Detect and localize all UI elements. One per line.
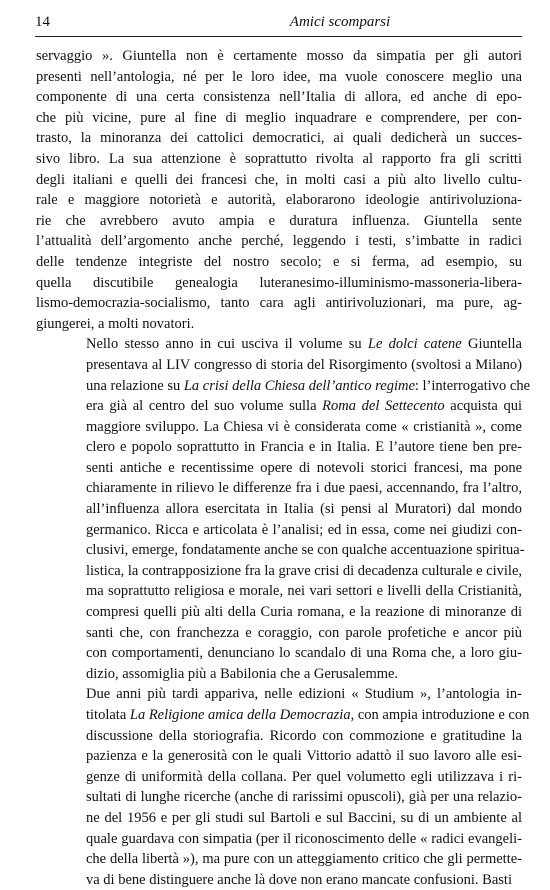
text-line: giungerei, a molti novatori. (36, 315, 195, 332)
text-line: lismo-democrazia-socialismo, tanto cara agli antirivoluzionari, ma pure, ag- (36, 295, 522, 312)
text-line: rie che avrebbero avuto ampia e duratura influenza. Giuntella sente (36, 212, 522, 229)
page-number: 14 (35, 14, 50, 30)
text-line: germanico. Ricca e articolata è l’analisi; ed in essa, come nei giudizi con- (86, 521, 522, 538)
text-line: santi che, con franchezza e coraggio, con parole profetiche e ancor più (86, 624, 522, 641)
text-line: che della libertà »), ma pure con un atteggiamento critico che gli permette- (86, 851, 522, 868)
text-line: che più vicine, pure al fine di meglio inquadrare e comprendere, per con- (36, 109, 522, 126)
text-line: senti antiche e recentissime opere di notevoli storici francesi, ma pone (86, 459, 522, 476)
text-line: sivo libro. La sua attenzione è soprattutto rivolta al rapporto fra gli scritti (36, 150, 522, 167)
body-text (36, 46, 531, 890)
text-line: Due anni più tardi appariva, nelle edizioni « Studium », l’antologia in- (86, 686, 522, 703)
text-line: rale e maggiore notorietà e autorità, elaborarono ideologie antirivoluziona- (36, 192, 522, 209)
text-line: quale guardava con simpatia (per il riconoscimento delle « radici evangeli- (86, 830, 522, 847)
text-line: listica, la contrapposizione fra la grave crisi di decadenza culturale e civile, (86, 562, 522, 579)
text-line: Nello stesso anno in cui usciva il volume su Le dolci catene Giuntella (86, 336, 522, 353)
text-line: va di bene distinguere anche là dove non erano mancate confusioni. Basti (86, 871, 512, 888)
text-line: l’attualità dell’argomento anche perché, leggendo i testi, s’imbatte in radici (36, 233, 522, 250)
paragraph (36, 46, 522, 334)
text-line: ne del 1956 e per gli studi sul Bartoli e sul Baccini, su di un ambiente al (86, 809, 522, 826)
text-line: maggiore sviluppo. La Chiesa vi è considerata come « cristianità », come (86, 418, 522, 435)
text-line: delle tendenze integriste del nostro secolo; e si ferma, ad esempio, su (36, 253, 522, 270)
text-line: componente di una certa consistenza nell’Italia di allora, ed anche di epo- (36, 89, 522, 106)
text-line: presenti nell’antologia, né per le loro idee, ma vuole conoscere meglio una (36, 68, 522, 85)
paragraph (36, 334, 531, 684)
text-line: all’influenza allora esercitata in Italia (si pensi al Muratori) dal mondo (86, 501, 522, 518)
text-line: genze di uniformità della collana. Per quel volumetto egli utilizzava i ri- (86, 768, 522, 785)
text-line: degli italiani e quelli dei francesi che, in molti casi a più alto livello cultu- (36, 171, 522, 188)
text-line: servaggio ». Giuntella non è certamente mosso da simpatia per gli autori (36, 48, 522, 64)
text-line: clusivi, emerge, fondatamente anche se con qualche accentuazione spiritua- (86, 542, 525, 559)
text-line: con comportamenti, denunciano lo scandalo di una Roma che, a loro giu- (86, 645, 522, 662)
running-title: Amici scomparsi (289, 14, 391, 30)
text-line: discussione della storiografia. Ricordo con commozione e gratitudine la (86, 727, 522, 744)
text-line: compresi quelli più alti della Curia romana, e la reazione di minoranze di (86, 604, 522, 621)
italic-title: La Religione amica della Democrazia (129, 707, 351, 723)
text-line: quella discutibile genealogia luteranesimo-illuminismo-massoneria-libera- (36, 274, 522, 291)
header-rule (35, 36, 522, 37)
text-line: pazienza e la generosità con le quali Vittorio adattò il suo lavoro alle esi- (86, 748, 522, 765)
text-line: era già al centro del suo volume sulla Roma del Settecento acquista qui (86, 398, 522, 415)
italic-title: Le dolci catene (367, 336, 462, 353)
paragraph (36, 684, 530, 890)
text-line: presentava al LIV congresso di storia del Risorgimento (svoltosi a Milano) (86, 356, 522, 373)
text-line: dizio, assomiglia più a Babilonia che a Gerusalemme. (86, 665, 399, 682)
text-line: ma soprattutto religiosa e morale, nei vari settori e livelli della Cristianità, (86, 583, 522, 600)
text-line: clero e popolo soprattutto in Francia e in Italia. E l’autore tiene ben pre- (86, 439, 522, 456)
text-line: trasto, la minoranza dei cattolici democratici, ai quali dedicherà un succes- (36, 130, 522, 147)
text-line: sultati di lunghe ricerche (anche di rarissimi opuscoli), già per una relazio- (86, 789, 522, 806)
italic-title: Roma del Settecento (322, 398, 445, 415)
text-line: una relazione su La crisi della Chiesa dell’antico regime: l’interrogativo che (86, 377, 531, 394)
text-line: titolata La Religione amica della Democrazia, con ampia introduzione e con (86, 707, 530, 723)
text-line: chiaramente in rilievo le differenze fra i due paesi, accennando, fra l’altro, (86, 480, 522, 497)
page-header (35, 12, 520, 36)
italic-title: La crisi della Chiesa dell’antico regime (183, 377, 415, 394)
